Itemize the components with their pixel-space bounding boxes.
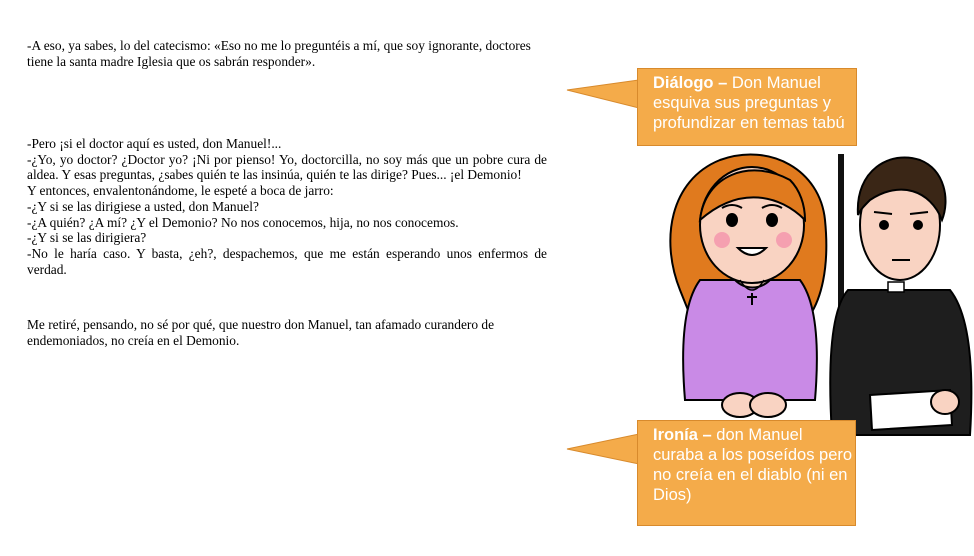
paragraph-1: [27, 38, 547, 69]
callout-ironia: [637, 420, 856, 526]
paragraph-line: Y entonces, envalentonándome, le espeté a boca de jarro:: [27, 183, 334, 199]
paragraph-dialogue: [27, 136, 547, 277]
callout-body: don Manuel curaba a los poseídos pero no creía en el diablo (ni en Dios): [653, 426, 853, 504]
callout-body: Don Manuel esquiva sus preguntas y profundizar en temas tabú: [653, 74, 845, 132]
paragraph-line: -No le haría caso. Y basta, ¿eh?, despachemos, que me están esperando unos enfermos de verdad.: [27, 245, 547, 277]
paragraph-line: -¿Y si se las dirigiese a usted, don Manuel?: [27, 198, 259, 214]
callout-title: Diálogo –: [653, 74, 728, 92]
paragraph-line: -¿A quién? ¿A mí? ¿Y el Demonio? No nos conocemos, hija, no nos conocemos.: [27, 214, 459, 230]
paragraph-line: -¿Y si se las dirigiera?: [27, 230, 147, 246]
callout-tail-dialogo: [565, 78, 641, 118]
callout-dialogo: [637, 68, 857, 146]
callout-tail-ironia: [565, 432, 641, 472]
woman-and-priest-illustration: [660, 140, 974, 440]
paragraph-line: -A eso, ya sabes, lo del catecismo: «Eso no me lo preguntéis a mí, que soy ignorante, doctores tiene la santa madre Iglesia que os sabrán responder».: [27, 38, 531, 69]
paragraph-line: -Pero ¡si el doctor aquí es usted, don Manuel!...: [27, 136, 282, 151]
callout-title: Ironía –: [653, 426, 712, 444]
paragraph-line: Me retiré, pensando, no sé por qué, que nuestro don Manuel, tan afamado curandero de endemoniados, no creía en el Demonio.: [27, 317, 495, 348]
paragraph-3: [27, 317, 547, 348]
paragraph-line: -¿Yo, yo doctor? ¿Doctor yo? ¡Ni por pienso! Yo, doctorcilla, no soy más que un pobre cura de aldea. Y esas preguntas, ¿sabes quién te las insinúa, quién te las dirige? Pues... ¡el Demonio!: [27, 151, 547, 183]
